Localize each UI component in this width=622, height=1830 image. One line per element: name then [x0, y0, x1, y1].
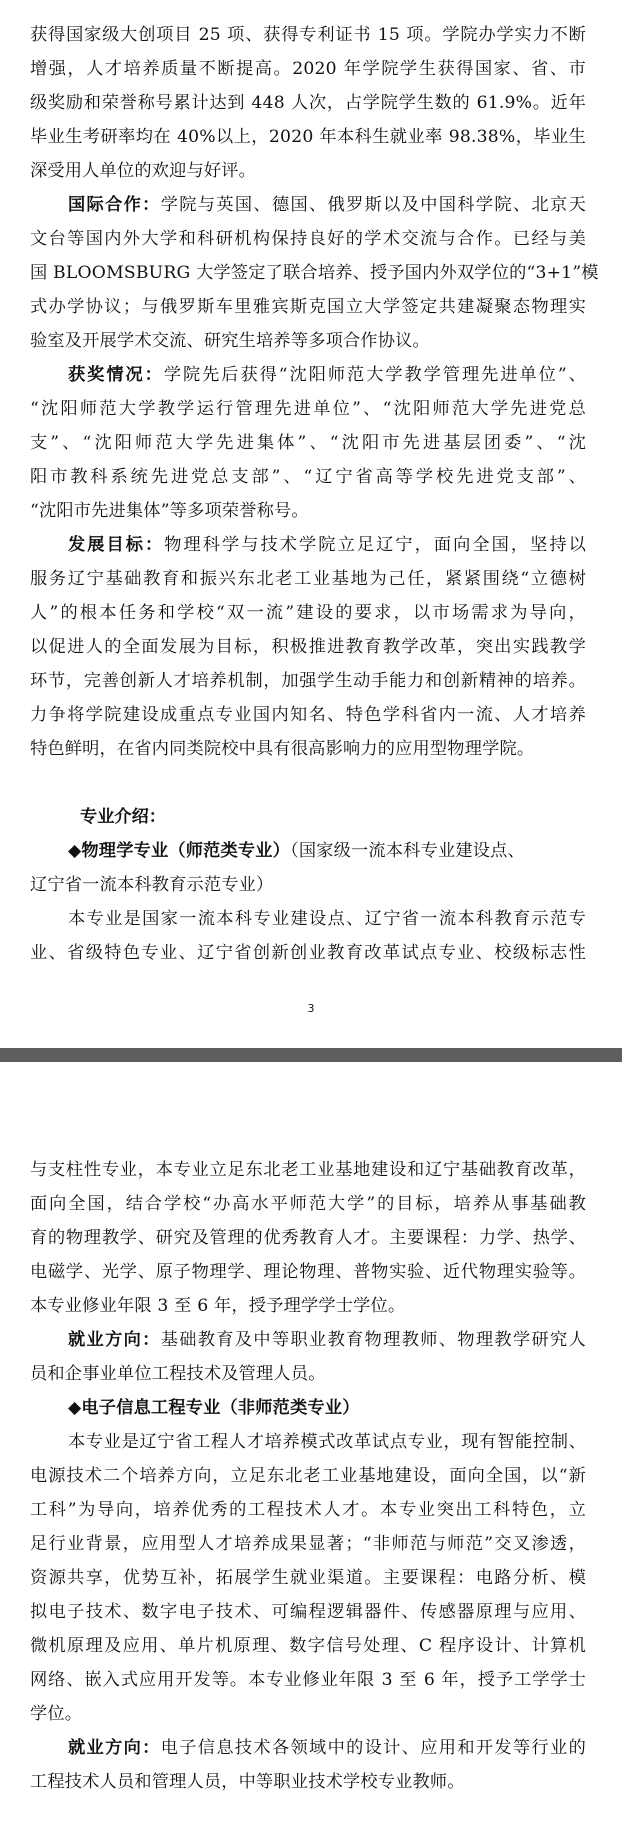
physics-cont-line: 与支柱性专业，本专业立足东北老工业基地建设和辽宁基础教育改革，	[30, 1160, 586, 1180]
awards-line: 支”、“沈阳师范大学先进集体”、“沈阳市先进基层团委”、“沈	[30, 433, 586, 453]
physics-cont-line: 本专业修业年限 3 至 6 年，授予理学学士学位。	[30, 1296, 406, 1316]
ee-desc-line: 学位。	[30, 1704, 83, 1724]
ee-desc-line: 电源技术二个培养方向，立足东北老工业基地建设，面向全国，以“新	[30, 1466, 586, 1486]
international-line: 文台等国内外大学和科研机构保持良好的学术交流与合作。已经与美	[30, 229, 586, 249]
international-first-text: 学院与英国、德国、俄罗斯以及中国科学院、北京天	[160, 195, 586, 215]
intro-line-1: 获得国家级大创项目 25 项、获得专利证书 15 项。学院办学实力不断	[30, 25, 586, 45]
ee-career-line: 工程技术人员和管理人员，中等职业技术学校专业教师。	[30, 1772, 465, 1792]
ee-desc-line: 微机原理及应用、单片机原理、数字信号处理、C 程序设计、计算机	[30, 1636, 586, 1656]
physics-career-first-line	[68, 1323, 586, 1357]
awards-first-line	[68, 358, 586, 392]
document-page-2	[0, 1062, 622, 1830]
physics-career-first-text: 基础教育及中等职业教育物理教师、物理教学研究人	[160, 1330, 586, 1350]
ee-first-line: 本专业是辽宁省工程人才培养模式改革试点专业，现有智能控制、	[68, 1432, 586, 1452]
physics-major-note-cont: 辽宁省一流本科教育示范专业）	[30, 875, 274, 895]
international-line: 式办学协议；与俄罗斯车里雅宾斯克国立大学签定共建凝聚态物理实	[30, 297, 586, 317]
international-line: 验室及开展学术交流、研究生培养等多项合作协议。	[30, 331, 430, 351]
awards-line: “沈阳市先进集体”等多项荣誉称号。	[30, 501, 309, 521]
goals-first-text: 物理科学与技术学院立足辽宁，面向全国，坚持以	[164, 535, 586, 555]
majors-heading: 专业介绍：	[80, 807, 166, 827]
ee-career-first-line	[68, 1731, 586, 1765]
physics-cont-line: 育的物理教学、研究及管理的优秀教育人才。主要课程：力学、热学、	[30, 1228, 586, 1248]
ee-desc-line: 足行业背景，应用型人才培养成果显著；“非师范与师范”交叉渗透，	[30, 1534, 586, 1554]
ee-title-line	[68, 1391, 586, 1425]
physics-desc-line: 本专业是国家一流本科专业建设点、辽宁省一流本科教育示范专	[68, 909, 586, 929]
goals-first-line	[68, 528, 586, 562]
ee-desc-line: 工科”为导向，培养优秀的工程技术人才。本专业突出工科特色，立	[30, 1500, 586, 1520]
ee-career-label: 就业方向：	[68, 1738, 161, 1758]
physics-desc-line: 业、省级特色专业、辽宁省创新创业教育改革试点专业、校级标志性	[30, 943, 586, 963]
international-first-line	[68, 188, 586, 222]
awards-label: 获奖情况：	[68, 365, 164, 385]
page-separator	[0, 1048, 622, 1062]
awards-line: 阳市教科系统先进党总支部”、“辽宁省高等学校先进党支部”、	[30, 467, 586, 487]
physics-career-line: 员和企事业单位工程技术及管理人员。	[30, 1364, 326, 1384]
physics-cont-line: 电磁学、光学、原子物理学、理论物理、普物实验、近代物理实验等。	[30, 1262, 586, 1282]
physics-career-label: 就业方向：	[68, 1330, 161, 1350]
goals-line: 服务辽宁基础教育和振兴东北老工业基地为己任，紧紧围绕“立德树	[30, 569, 586, 589]
physics-major-note: （国家级一流本科专业建设点、	[290, 841, 525, 861]
international-line: 国 BLOOMSBURG 大学签定了联合培养、授予国内外双学位的“3+1”模	[30, 263, 599, 283]
goals-line: 以促进人的全面发展为目标，积极推进教育教学改革，突出实践教学	[30, 637, 586, 657]
goals-line: 环节，完善创新人才培养机制，加强学生动手能力和创新精神的培养。	[30, 671, 586, 691]
ee-desc-line: 网络、嵌入式应用开发等。本专业修业年限 3 至 6 年，授予工学学士	[30, 1670, 586, 1690]
goals-line: 特色鲜明，在省内同类院校中具有很高影响力的应用型物理学院。	[30, 739, 535, 759]
goals-line: 力争将学院建设成重点专业国内知名、特色学科省内一流、人才培养	[30, 705, 586, 725]
ee-career-first-text: 电子信息技术各领域中的设计、应用和开发等行业的	[160, 1738, 586, 1758]
goals-label: 发展目标：	[68, 535, 165, 555]
intro-line-4: 毕业生考研率均在 40%以上，2020 年本科生就业率 98.38%，毕业生	[30, 127, 586, 147]
goals-line: 人”的根本任务和学校“双一流”建设的要求，以市场需求为导向，	[30, 603, 586, 623]
ee-desc-line: 拟电子技术、数字电子技术、可编程逻辑器件、传感器原理与应用、	[30, 1602, 586, 1622]
intro-line-3: 级奖励和荣誉称号累计达到 448 人次，占学院学生数的 61.9%。近年	[30, 93, 586, 113]
international-label: 国际合作：	[68, 195, 161, 215]
ee-desc-line: 资源共享，优势互补，拓展学生就业渠道。主要课程：电路分析、模	[30, 1568, 586, 1588]
intro-line-2: 增强，人才培养质量不断提高。2020 年学院学生获得国家、省、市	[30, 59, 586, 79]
awards-line: “沈阳师范大学教学运行管理先进单位”、“沈阳师范大学先进党总	[30, 399, 586, 419]
physics-title-line	[68, 834, 586, 868]
physics-cont-line: 面向全国，结合学校“办高水平师范大学”的目标，培养从事基础教	[30, 1194, 586, 1214]
intro-line-5: 深受用人单位的欢迎与好评。	[30, 161, 257, 181]
physics-major-title: ◆物理学专业（师范类专业）	[68, 841, 291, 861]
awards-first-text: 学院先后获得“沈阳师范大学教学管理先进单位”、	[163, 365, 586, 385]
page-number: 3	[307, 1002, 315, 1015]
ee-major-title: ◆电子信息工程专业（非师范类专业）	[68, 1398, 360, 1418]
